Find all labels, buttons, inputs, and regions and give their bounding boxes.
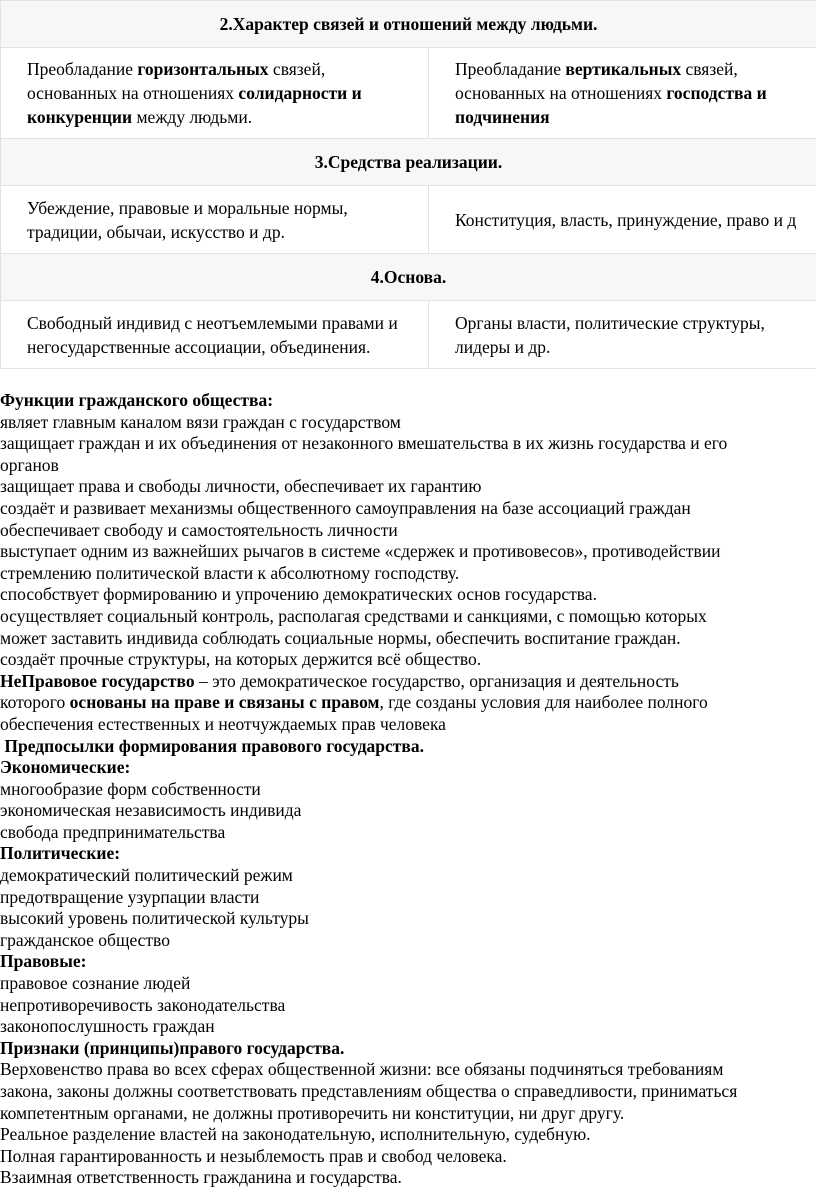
cell-text: связей, основанных на отношениях — [455, 59, 738, 103]
comparison-table — [0, 0, 816, 369]
text-line: Верховенство права во всех сферах общественной жизни: все обязаны подчиняться требованиям — [0, 1059, 724, 1080]
list-item: непротиворечивость законодательства — [0, 994, 286, 1015]
civil-society-cell: Свободный индивид с неотъемлемыми правами и негосударственные ассоциации, объединения. — [1, 301, 429, 369]
text-line: Полная гарантированность и незыблемость прав и свобод человека. — [0, 1145, 507, 1166]
defined-term: НеПравовое государство — [0, 670, 195, 691]
list-item: законопослушность граждан — [0, 1016, 215, 1037]
list-item: правовое сознание людей — [0, 973, 191, 994]
list-item: многообразие форм собственности — [0, 778, 261, 799]
text-line: осуществляет социальный контроль, располагая средствами и санкциями, с помощью которых — [0, 605, 707, 626]
cell-text: связей, основанных на отношениях — [27, 59, 326, 103]
prerequisites-heading: Предпосылки формирования правового государства. — [0, 735, 424, 756]
table-row — [1, 48, 816, 139]
list-item: демократический политический режим — [0, 865, 293, 886]
state-cell — [429, 48, 816, 139]
list-item: свобода предпринимательства — [0, 821, 226, 842]
text-line: компетентным органами, не должны противоречить ни конституции, ни друг другу. — [0, 1102, 625, 1123]
cell-text: Преобладание — [455, 59, 566, 79]
bold-term: горизонтальных — [137, 59, 269, 79]
political-heading: Политические: — [0, 843, 121, 864]
bold-term: вертикальных — [565, 59, 682, 79]
civil-society-cell: Убеждение, правовые и моральные нормы, традиции, обычаи, искусство и др. — [1, 186, 429, 254]
table-row — [1, 139, 816, 186]
list-item: высокий уровень политической культуры — [0, 908, 309, 929]
text-line: создаёт прочные структуры, на которых держится всё общество. — [0, 649, 482, 670]
text-line: Взаимная ответственность гражданина и государства. — [0, 1167, 402, 1188]
table-row — [1, 1, 816, 48]
bold-phrase: основаны на праве и связаны с правом — [69, 692, 380, 713]
text-fragment: – это демократическое государство, организация и деятельность — [194, 670, 679, 691]
text-line: Реальное разделение властей на законодательную, исполнительную, судебную. — [0, 1124, 591, 1145]
section-title-2: 2.Характер связей и отношений между людьми. — [1, 1, 816, 48]
table-row — [1, 186, 816, 254]
text-fragment: , где созданы условия для наиболее полного — [379, 692, 708, 713]
text-line: выступает одним из важнейших рычагов в системе «сдержек и противовесов», противодействии — [0, 541, 721, 562]
principles-heading: Признаки (принципы)правого государства. — [0, 1037, 345, 1058]
list-item: гражданское общество — [0, 929, 170, 950]
definition-line — [0, 671, 816, 693]
text-line: способствует формированию и упрочению демократических основ государства. — [0, 584, 597, 605]
table-row — [1, 254, 816, 301]
text-line: создаёт и развивает механизмы общественного самоуправления на базе ассоциаций граждан — [0, 497, 691, 518]
functions-heading: Функции гражданского общества: — [0, 390, 274, 410]
text-line: может заставить индивида соблюдать социальные нормы, обеспечить воспитание граждан. — [0, 627, 681, 648]
economic-heading: Экономические: — [0, 757, 131, 778]
civil-society-cell — [1, 48, 429, 139]
text-line: стремлению политической власти к абсолютному господству. — [0, 562, 460, 583]
state-cell: Органы власти, политические структуры, лидеры и др. — [429, 301, 816, 369]
section-title-3: 3.Средства реализации. — [1, 139, 816, 186]
text-line: защищает граждан и их объединения от незаконного вмешательства в их жизнь государства и его — [0, 433, 728, 454]
bold-term: господства и подчинения — [455, 83, 767, 127]
list-item: экономическая независимость индивида — [0, 800, 302, 821]
text-line: обеспечения естественных и неотчуждаемых прав человека — [0, 713, 446, 734]
text-line: защищает права и свободы личности, обеспечивает их гарантию — [0, 476, 482, 497]
text-line: являет главным каналом вязи граждан с государством — [0, 411, 401, 432]
state-cell: Конституция, власть, принуждение, право и д — [429, 186, 816, 254]
text-fragment: которого — [0, 692, 70, 713]
document-body — [0, 390, 816, 1189]
cell-text: между людьми. — [132, 107, 253, 127]
section-title-4: 4.Основа. — [1, 254, 816, 301]
text-line: обеспечивает свободу и самостоятельность личности — [0, 519, 398, 540]
definition-line — [0, 692, 816, 714]
list-item: предотвращение узурпации власти — [0, 886, 260, 907]
table-row — [1, 301, 816, 369]
text-line: закона, законы должны соответствовать представлениям общества о справедливости, приниматься — [0, 1081, 738, 1101]
cell-text: Преобладание — [27, 59, 138, 79]
text-line: органов — [0, 454, 59, 475]
legal-heading: Правовые: — [0, 951, 87, 972]
bold-term: солидарности и конкуренции — [27, 83, 362, 127]
